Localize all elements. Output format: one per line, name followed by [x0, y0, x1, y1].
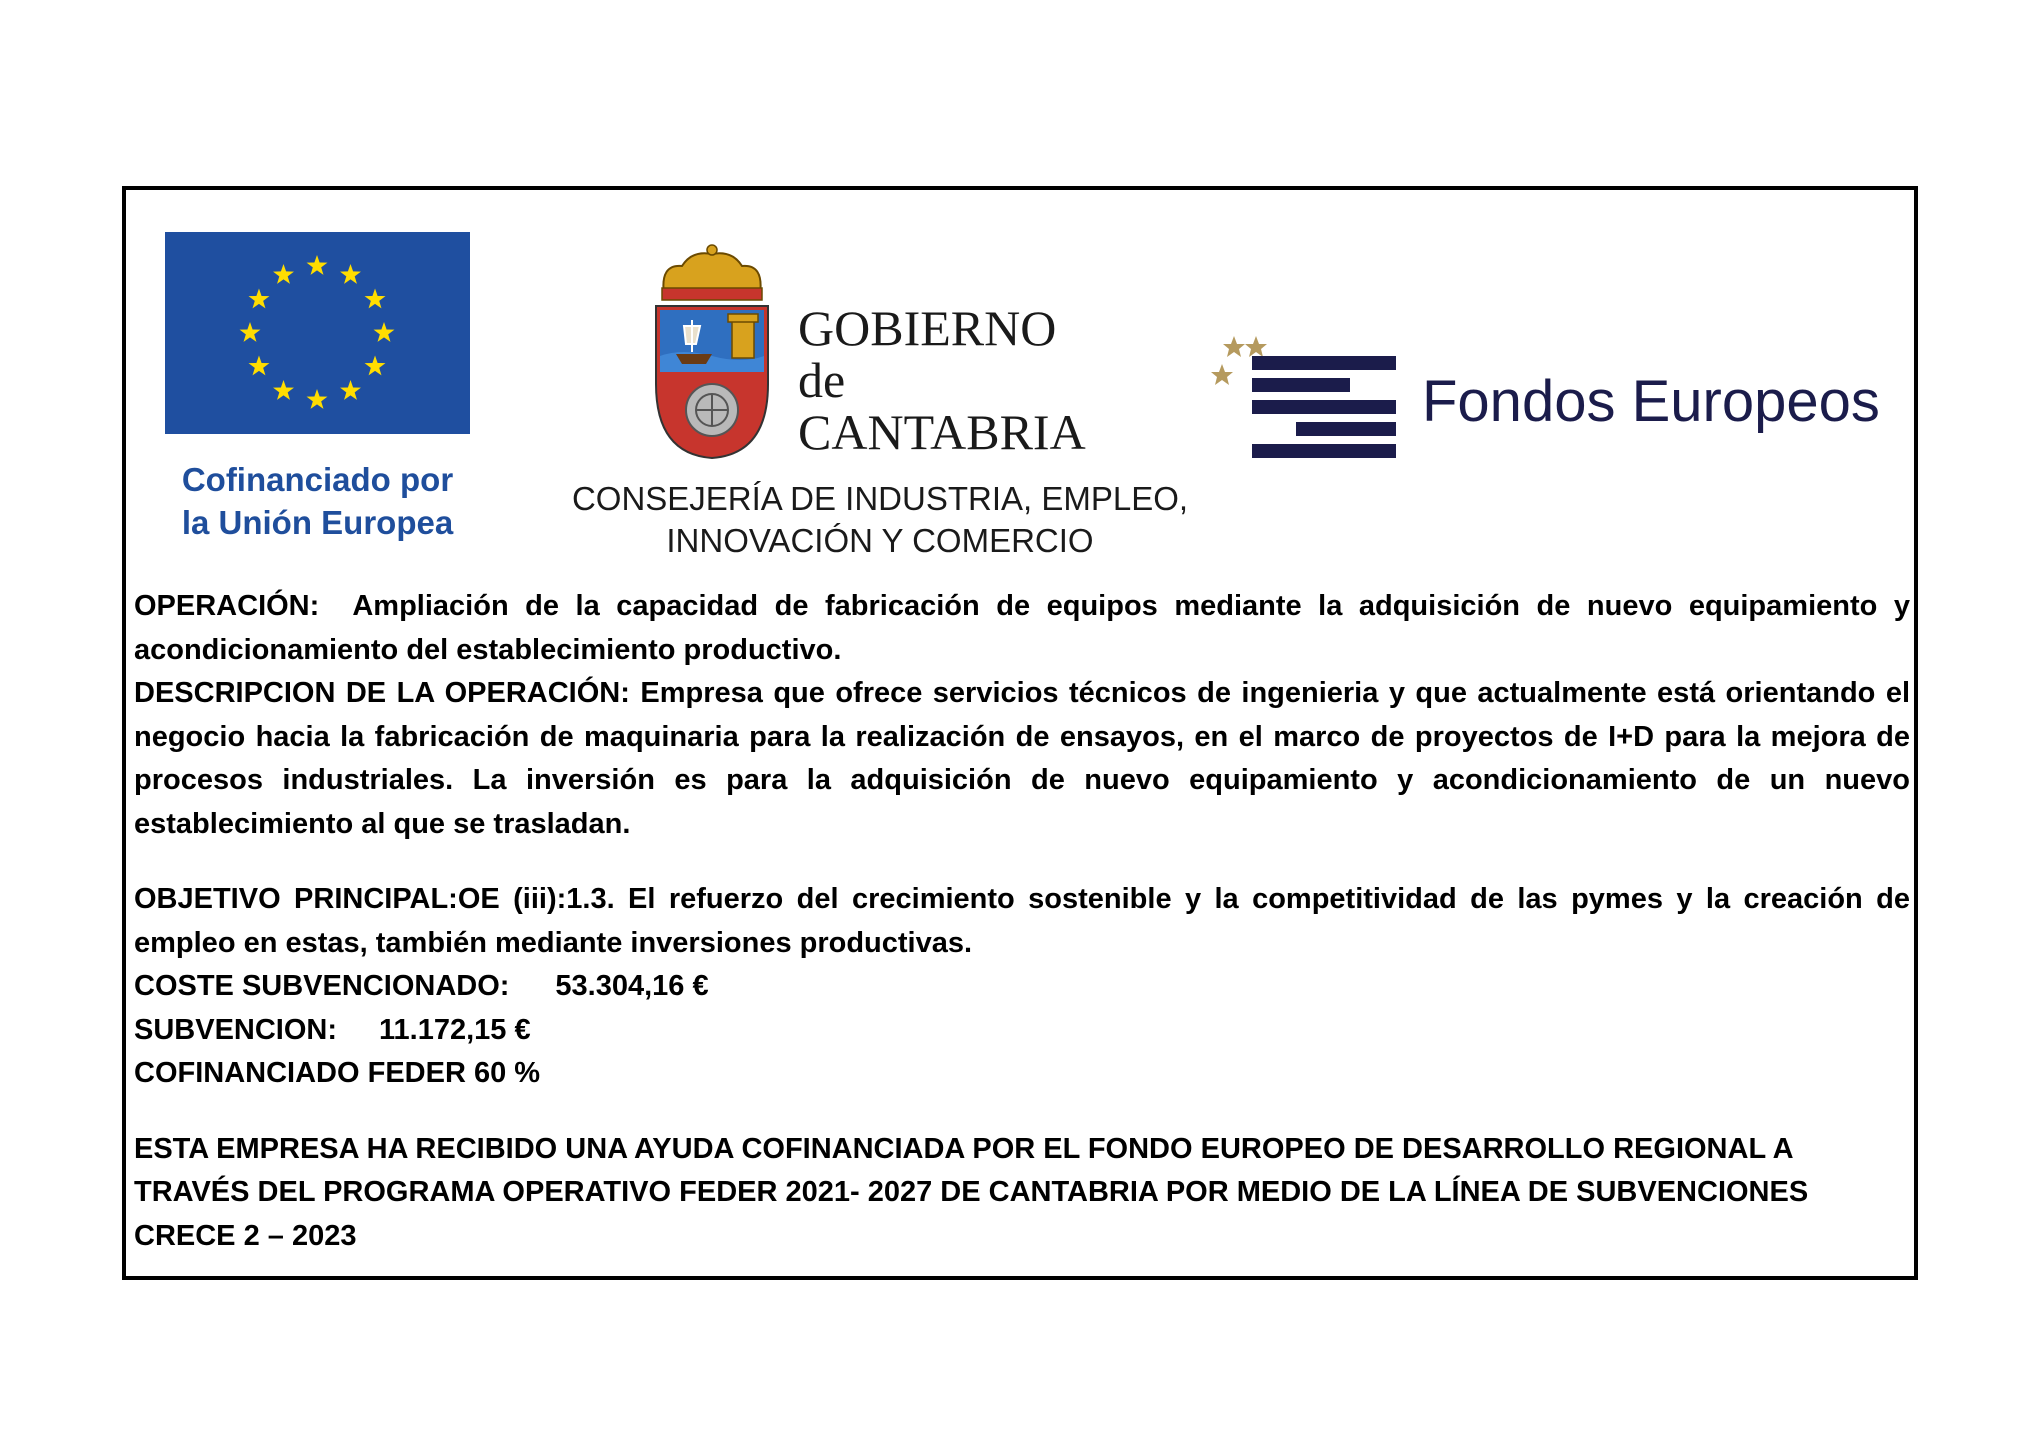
eu-caption-line2: la Unión Europea: [181, 504, 454, 541]
coste-label: COSTE SUBVENCIONADO:: [134, 970, 510, 1002]
descripcion-paragraph: [134, 672, 1910, 846]
gobierno-cantabria-name: [798, 302, 1086, 458]
subvencion-label: SUBVENCION:: [134, 1013, 338, 1046]
descripcion-label: DESCRIPCION DE LA OPERACIÓN:: [134, 677, 630, 709]
cofinanciado-line: COFINANCIADO FEDER 60 %: [134, 1057, 541, 1089]
coste-value: 53.304,16 €: [555, 970, 709, 1002]
operacion-text: Ampliación de la capacidad de fabricación de equipos mediante la adquisición de nuevo equipamiento y acondicionamiento del establecimiento productivo.: [134, 590, 1910, 666]
objetivo-paragraph: [134, 878, 1910, 965]
eu-caption-line1: Cofinanciado por: [181, 461, 454, 498]
subvencion-value: 11.172,15 €: [379, 1013, 531, 1046]
cantabria-coat-of-arms-icon: [652, 244, 772, 462]
fondos-europeos-text: Fondos Europeos: [1422, 369, 1880, 434]
coste-line: [134, 965, 1910, 1009]
notice-content: [134, 585, 1910, 1258]
descripcion-text: Empresa que ofrece servicios técnicos de ingenieria y que actualmente está orientando el negocio hacia la fabricación de maquinaria para la realización de ensayos, en el marco de proyectos de I+D para la mejora de procesos industriales. La inversión es para la adquisición de nuevo equipamiento y acondicionamiento de un nuevo establecimiento al que se trasladan.: [134, 677, 1910, 840]
objetivo-text: OE (iii):1.3. El refuerzo del crecimiento sostenible y la competitividad de las pymes y la creación de empleo en estas, también mediante inversiones productivas.: [134, 883, 1910, 959]
subvencion-line: [134, 1009, 1910, 1053]
objetivo-label: OBJETIVO PRINCIPAL:: [134, 883, 458, 915]
eu-flag-logo: [165, 232, 470, 434]
gobierno-line3: CANTABRIA: [798, 404, 1086, 460]
operacion-paragraph: [134, 585, 1910, 672]
gobierno-line1: GOBIERNO: [798, 300, 1057, 356]
gobierno-line2: de: [798, 352, 846, 408]
consejeria-line1: CONSEJERÍA DE INDUSTRIA, EMPLEO,: [571, 480, 1189, 517]
consejeria-name: [530, 478, 1230, 562]
consejeria-line2: INNOVACIÓN Y COMERCIO: [666, 522, 1094, 559]
operacion-label: OPERACIÓN:: [134, 590, 320, 622]
eu-caption: [150, 458, 485, 544]
footer-statement: ESTA EMPRESA HA RECIBIDO UNA AYUDA COFINANCIADA POR EL FONDO EUROPEO DE DESARROLLO REGIONAL A TRAVÉS DEL PROGRAMA OPERATIVO FEDER 2021- 2027 DE CANTABRIA POR MEDIO DE LA LÍNEA DE SUBVENCIONES CRECE 2 – 2023: [134, 1132, 1809, 1252]
fondos-europeos-logo-icon: [1200, 330, 1400, 462]
